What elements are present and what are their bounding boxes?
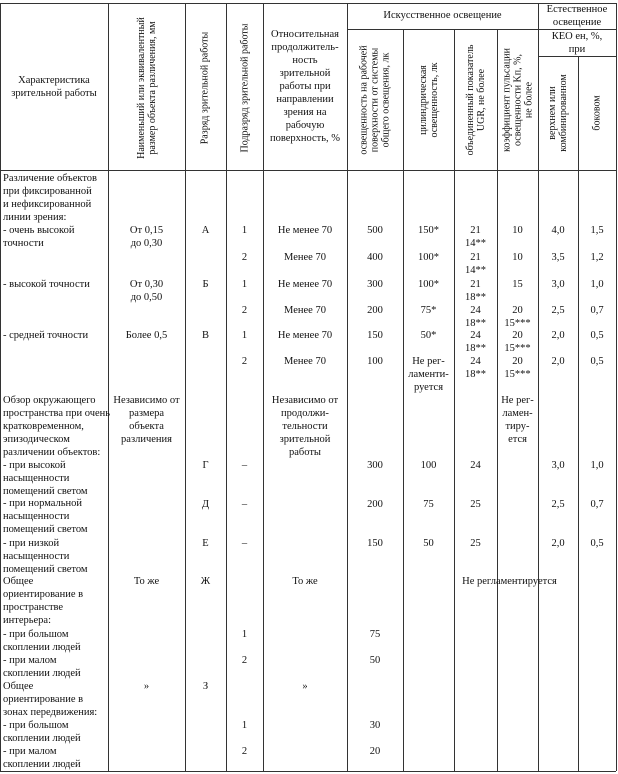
ugr-cell: 21 18** [465,279,486,303]
keo-side-cell: 1,0 [590,279,604,290]
razryad-cell: В [201,330,209,341]
podrazryad-cell: 1 [241,720,248,731]
header-rel-duration: Относительная продолжитель- ность зрительной работы при направлении зрения на рабочую поверхность, % [269,29,341,144]
section-2-title: Обзор окружающего пространства при очень кратковременном, эпизодическом различении объектов: [3,395,111,458]
header-char-work: Характеристика зрительной работы [11,75,97,99]
cyl-cell: 75* [420,305,437,316]
row-label: - при большом скоплении людей [3,720,81,744]
same-as-above: То же [133,576,160,587]
header-top-combined: верхнем или комбинированном [547,74,569,152]
not-regulated-cyl: Не рег- ламенти- руется [408,356,449,393]
cyl-cell: 100* [418,279,439,290]
lux-cell: 150 [367,538,383,549]
lux-cell: 200 [367,305,383,316]
section-4-title: Общее ориентирование в зонах передвижения: [3,681,98,718]
ugr-cell: 25 [470,538,481,549]
ugr-cell: 24 18** [465,305,486,329]
not-regulated: Не регламентируется [462,576,557,587]
keo-side-cell: 0,5 [590,330,604,341]
pulse-cell: 20 15*** [504,356,531,380]
header-cyl-illum: цилиндрическая освещенность, лк [418,62,440,138]
razryad-cell: Ж [200,576,211,587]
section-3-title: Общее ориентирование в пространстве интерьера: [3,576,84,626]
ditto-mark: » [302,681,308,692]
pulse-cell: 15 [512,279,523,290]
pulse-cell: 10 [512,252,523,263]
ugr-cell: 24 18** [465,330,486,354]
keo-top-cell: 2,0 [551,356,565,367]
col-line [0,3,1,771]
header-min-size: Наименьший или эквивалентный размер объекта различения, мм [136,17,158,159]
header-artificial: Искусственное освещение [383,10,502,21]
ugr-cell: 24 18** [465,356,486,380]
lux-cell: 400 [367,252,383,263]
cyl-cell: 75 [423,499,434,510]
header-keo: КЕО eн, %, при [551,31,603,55]
header-ugr: объединенный показатель UGR, не более [465,44,487,156]
keo-side-cell: 0,7 [590,499,604,510]
cyl-cell: 150* [418,225,439,236]
col-line [454,29,455,771]
podrazryad-cell: 1 [241,225,248,236]
keo-side-cell: 1,0 [590,460,604,471]
pulse-cell: 20 15*** [504,330,531,354]
lux-cell: 300 [367,279,383,290]
row-label: - при малом скоплении людей [3,746,81,770]
lux-cell: 75 [369,629,381,640]
row-label: - при малом скоплении людей [3,655,81,679]
podrazryad-cell: – [241,538,248,549]
col-line [578,56,579,771]
ugr-cell: 21 14** [465,225,486,249]
col-line [616,3,617,771]
cyl-cell: 100 [420,460,437,471]
row-label: - при большом скоплении людей [3,629,81,653]
same-as-above: То же [292,576,318,587]
podrazryad-cell: 1 [241,279,248,290]
not-regulated-pulse: Не рег- ламен- тиру- ется [501,395,534,445]
col-line [185,3,186,771]
section-1-title: Различение объектов при фиксированной и нефиксированной линии зрения: [3,173,98,223]
duration-cell: Не менее 70 [277,225,333,236]
keo-side-cell: 1,2 [590,252,604,263]
podrazryad-cell: 2 [241,356,248,367]
pulse-cell: 10 [512,225,523,236]
duration-cell: Не менее 70 [277,330,333,341]
lux-cell: 50 [369,655,381,666]
keo-top-cell: 2,5 [551,305,565,316]
col-line [538,3,539,771]
ugr-cell: 24 [470,460,481,471]
podrazryad-cell: – [241,499,248,510]
header-podrazryad: Подразряд зрительной работы [239,23,251,153]
razryad-cell: Б [202,279,209,290]
header-razryad: Разряд зрительной работы [199,31,211,145]
ugr-cell: 21 14** [465,252,486,276]
razryad-cell: Д [201,499,210,510]
podrazryad-cell: 2 [241,252,248,263]
size-value: От 0,15 до 0,30 [129,225,164,249]
header-natural: Естественное освещение [546,4,608,28]
col-line [108,3,109,771]
cyl-cell: 50 [423,538,434,549]
duration-cell: Менее 70 [284,305,326,316]
razryad-cell: Е [202,538,209,549]
podrazryad-cell: – [241,460,248,471]
podrazryad-cell: 2 [241,655,248,666]
podrazryad-cell: 2 [241,746,248,757]
keo-header-rule [538,56,616,57]
col-line [403,29,404,771]
size-value: От 0,30 до 0,50 [129,279,164,303]
lux-cell: 150 [367,330,383,341]
header-illum-work: освещенность на рабочей поверхности от системы общего освещения, лк [358,45,392,155]
keo-top-cell: 3,0 [551,460,565,471]
row-label: - высокой точности [3,279,90,290]
row-label: - при низкой насыщенности помещений светом [3,538,88,575]
podrazryad-cell: 1 [241,330,248,341]
lux-cell: 500 [367,225,383,236]
header-bottom-rule [0,170,616,171]
table-border-bottom [0,771,616,772]
ditto-mark: » [143,681,150,692]
size-any: Независимо от размера объекта различения [113,395,180,445]
keo-side-cell: 1,5 [590,225,604,236]
row-label: - очень высокой точности [3,225,75,249]
ugr-cell: 25 [470,499,481,510]
keo-side-cell: 0,5 [590,356,604,367]
artificial-header-rule [347,29,538,30]
row-label: - при высокой насыщенности помещений светом [3,460,88,497]
size-value: Более 0,5 [125,330,168,341]
pulse-cell: 20 15*** [504,305,531,329]
row-label: - при нормальной насыщенности помещений светом [3,498,88,535]
razryad-cell: З [202,681,209,692]
duration-any: Независимо от продолжи- тельности зрительной работы [271,395,339,458]
duration-cell: Менее 70 [284,252,326,263]
razryad-cell: Г [202,460,209,471]
duration-cell: Менее 70 [284,356,326,367]
keo-top-cell: 3,5 [551,252,565,263]
razryad-cell: А [201,225,210,236]
row-label: - средней точности [3,330,89,341]
cyl-cell: 100* [418,252,439,263]
cyl-cell: 50* [420,330,437,341]
duration-cell: Не менее 70 [277,279,333,290]
podrazryad-cell: 1 [241,629,248,640]
lux-cell: 30 [369,720,381,731]
keo-side-cell: 0,7 [590,305,604,316]
keo-top-cell: 2,0 [551,538,565,549]
lux-cell: 100 [367,356,383,367]
keo-top-cell: 3,0 [551,279,565,290]
header-pulse: коэффициент пульсации освещенности Kп, %, не более [501,48,535,152]
lux-cell: 20 [369,746,381,757]
keo-side-cell: 0,5 [590,538,604,549]
lux-cell: 200 [367,499,383,510]
table-border-top [0,3,616,4]
keo-top-cell: 2,5 [551,499,565,510]
podrazryad-cell: 2 [241,305,248,316]
lux-cell: 300 [367,460,383,471]
keo-top-cell: 2,0 [551,330,565,341]
keo-top-cell: 4,0 [551,225,565,236]
header-side: боковом [591,95,603,131]
